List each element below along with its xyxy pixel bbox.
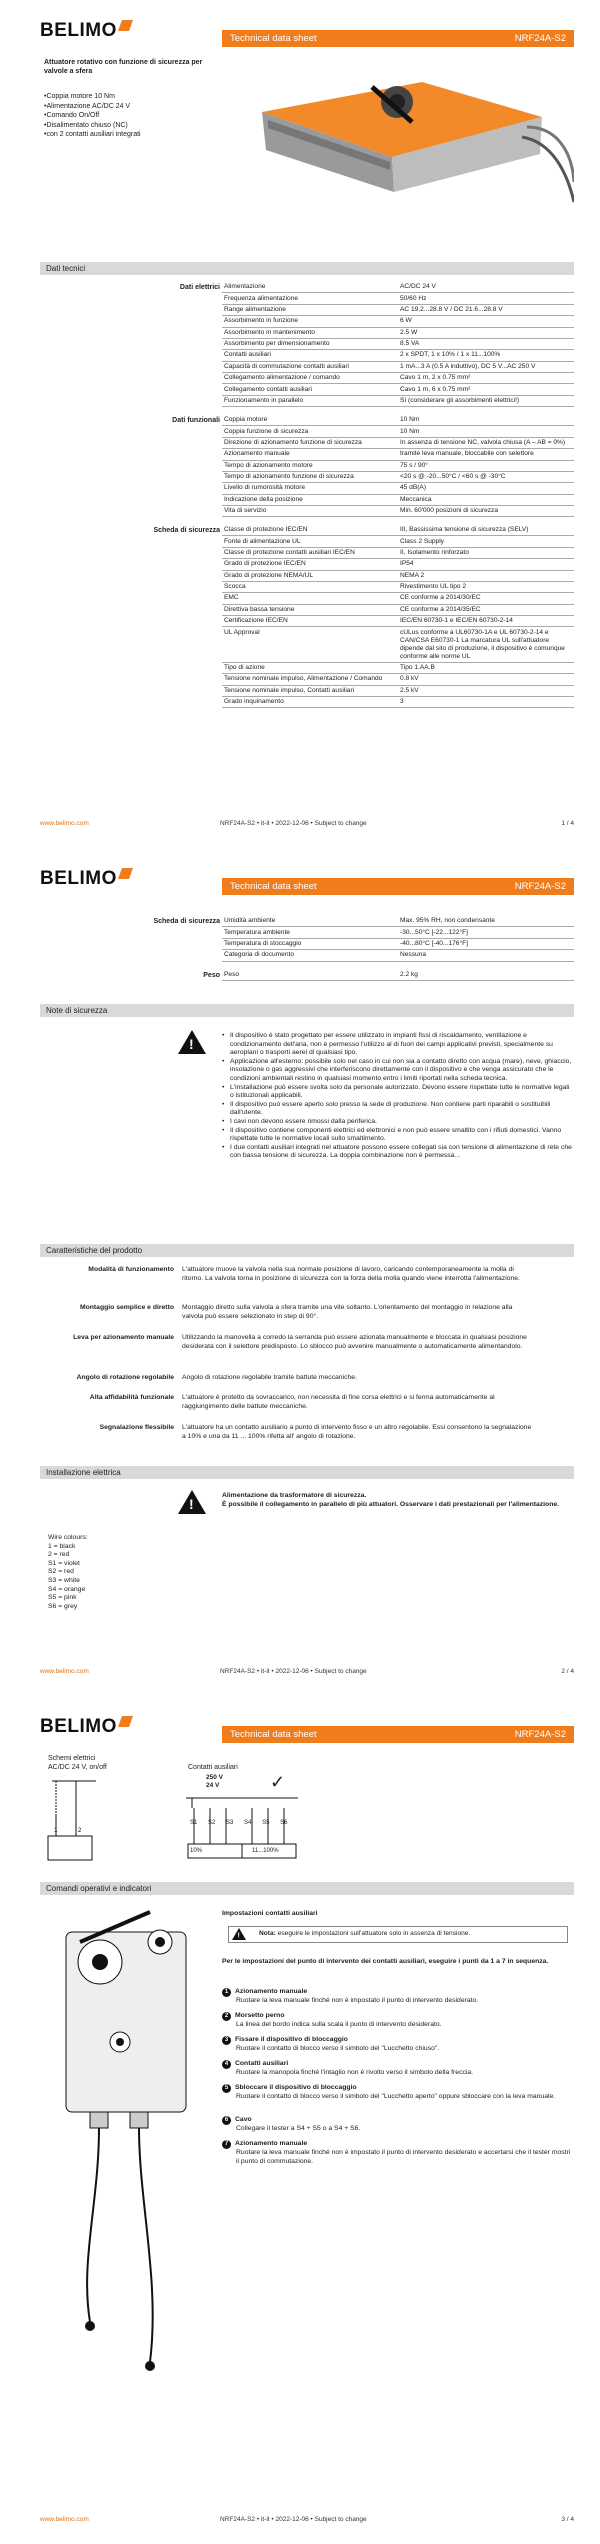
spec-value: 2.5 W [398,327,574,338]
feature-item: • con 2 contatti ausiliari integrati [44,130,141,140]
spec-row [222,384,574,395]
wiring-diagram-power [44,1776,104,1866]
aux-label-2: 11...100% [252,1848,279,1854]
spec-value: 3 [398,696,574,707]
footer-text: NRF24A-S2 • it-it • 2022-12-06 • Subject to change [220,820,367,827]
page-3 [0,1696,600,2544]
spec-key: Classe di protezione contatti ausiliari IEC/EN [222,547,398,558]
feature-value: L'attuatore ha un contatto ausiliario a punto di intervento fisso e un altro regolabile. Essi consentono la segnalazione a 10% e una da 11 ... 100% rifetta all' angolo di rotazione. [182,1424,532,1440]
ops-step: 4 Contatti ausiliari Ruotare la manopola finché l'intaglio non è rivolto verso il simbolo della freccia. [222,2060,574,2078]
group-label: Dati funzionali [172,417,220,424]
spec-key: Grado di protezione IEC/EN [222,559,398,570]
spec-row [222,494,574,505]
page-2 [0,848,600,1696]
spec-row [222,547,574,558]
checkmark-icon: ✓ [270,1772,286,1792]
spec-row [222,373,574,384]
spec-value: Cavo 1 m, 6 x 0.75 mm² [398,384,574,395]
spec-row [222,950,574,961]
spec-key: Coppia funzione di sicurezza [222,426,398,437]
spec-key: Collegamento contatti ausiliari [222,384,398,395]
page-number: 1 / 4 [561,820,574,827]
spec-key: Assorbimento per dimensionamento [222,338,398,349]
spec-value: 50/60 Hz [398,293,574,304]
footer-text: NRF24A-S2 • it-it • 2022-12-06 • Subject to change [220,2516,367,2523]
spec-value: -40...80°C [-40...176°F] [398,938,574,949]
feature-value: L'attuatore muove la valvola nella sua normale posizione di lavoro, caricando contemporaneamente la molla di ritorno. La valvola torna in posizione di sicurezza con la forza della molla quando viene interrotta l'alimentazione. [182,1266,520,1282]
aux-title: Contatti ausiliari [188,1764,238,1771]
spec-value: Nessuna [398,950,574,961]
spec-value: In assenza di tensione NC, valvola chiusa (A – AB = 0%) [398,437,574,448]
spec-value: CE conforme a 2014/35/EC [398,604,574,615]
ops-note [228,1926,568,1943]
spec-value: 45 dB(A) [398,483,574,494]
note-text: eseguire le impostazioni sull'attuatore solo in assenza di tensione. [277,1930,471,1937]
spec-key: Capacità di commutazione contatti ausiliari [222,361,398,372]
doc-model: NRF24A-S2 [514,881,566,892]
ops-intro: Per le impostazioni del punto di intervento dei contatti ausiliari, eseguire i punti da 1 a 7 in sequenza. [222,1958,549,1965]
feature-key: Angolo di rotazione regolabile [76,1374,174,1381]
spec-row [222,536,574,547]
spec-row [222,437,574,448]
feature-value: Montaggio diretto sulla valvola a sfera tramite una vite soltanto. L'orientamento del montaggio in relazione alla valvola può essere selezionato in step di 90°. [182,1304,513,1320]
page-1 [0,0,600,848]
spec-value: AC 19.2...28.8 V / DC 21.6...28.8 V [398,304,574,315]
spec-value: 1 mA...3 A (0.5 A induttivo), DC 5 V...AC 250 V [398,361,574,372]
spec-row [222,415,574,426]
feature-item: • Alimentazione AC/DC 24 V [44,102,141,112]
group-label: Scheda di sicurezza [153,918,220,925]
feature-key: Montaggio semplice e diretto [79,1304,174,1311]
spec-row [222,559,574,570]
spec-row [222,581,574,592]
spec-value: IEC/EN 60730-1 e IEC/EN 60730-2-14 [398,616,574,627]
spec-key: Funzionamento in parallelo [222,395,398,406]
section-header-product: Caratteristiche del prodotto [40,1244,574,1257]
safety-item: • I due contatti ausiliari integrati nel attuatore possono essere collegati sia con tensione di alimentazione di rete che con bassa tensione di sicurezza. La doppia combinazione non è permessa... [222,1144,574,1161]
spec-value: Sì (considerare gli assorbimenti elettrici!) [398,395,574,406]
footer-text: NRF24A-S2 • it-it • 2022-12-06 • Subject to change [220,1668,367,1675]
section-header-safety: Note di sicurezza [40,1004,574,1017]
wire-item: S6 = grey [48,1602,78,1610]
wire-item: S5 = pink [48,1594,77,1602]
feature-key: Segnalazione flessibile [99,1424,174,1431]
spec-key: Direttiva bassa tensione [222,604,398,615]
svg-text:2: 2 [78,1828,82,1834]
spec-key: Direzione di azionamento funzione di sicurezza [222,437,398,448]
spec-row [222,338,574,349]
ops-step: 5 Sbloccare il dispositivo di bloccaggio Ruotare il contatto di blocco verso il simbolo del "Lucchetto aperto" oppure sbloccare con la leva manuale. [222,2084,574,2102]
spec-row [222,282,574,293]
feature-value: Angolo di rotazione regolabile tramite battute meccaniche. [182,1374,357,1381]
note-warning-icon [232,1928,246,1940]
spec-key: Frequenza alimentazione [222,293,398,304]
spec-row [222,483,574,494]
doc-title: Technical data sheet [230,33,317,44]
warning-icon [178,1490,206,1514]
spec-row [222,460,574,471]
spec-row [222,916,574,927]
spec-row [222,662,574,673]
brand-logo: BELIMO [40,1716,131,1738]
spec-value: Meccanica [398,494,574,505]
doc-model: NRF24A-S2 [514,1729,566,1740]
wire-item: 2 = red [48,1551,70,1559]
spec-row [222,970,574,981]
spec-value: 2 x SPDT, 1 x 10% / 1 x 11...100% [398,350,574,361]
note-label: Nota: [259,1930,276,1937]
feature-key: Leva per azionamento manuale [73,1334,174,1341]
aux-voltage-1: 250 V [206,1774,223,1781]
spec-row [222,570,574,581]
spec-row [222,449,574,460]
svg-text:1: 1 [54,1828,58,1834]
spec-row [222,525,574,536]
brand-logo: BELIMO [40,20,131,42]
spec-key: Tempo di azionamento motore [222,460,398,471]
spec-key: Livello di rumorosità motore [222,483,398,494]
install-warning [222,1492,574,1509]
spec-row [222,627,574,662]
spec-value: 10 Nm [398,426,574,437]
aux-voltage-2: 24 V [206,1782,220,1789]
spec-row [222,293,574,304]
spec-value: 6 W [398,316,574,327]
section-header-tech: Dati tecnici [40,262,574,275]
spec-key: Assorbimento in funzione [222,316,398,327]
ops-step: 6 Cavo Collegare il tester a S4 + S5 o a S4 + S6. [222,2116,574,2134]
spec-key: Azionamento manuale [222,449,398,460]
spec-key: Collegamento alimentazione / comando [222,373,398,384]
page-number: 2 / 4 [561,1668,574,1675]
section-header-install: Installazione elettrica [40,1466,574,1479]
spec-value: 2.5 kV [398,685,574,696]
safety-item: • L'installazione può essere svolta solo da personale autorizzato. Devono essere rispettate tutte le normative legali o istituzionali applicabili. [222,1084,574,1101]
feature-key: Alta affidabilità funzionale [89,1394,174,1401]
spec-row [222,593,574,604]
spec-row [222,604,574,615]
spec-key: Umidità ambiente [222,916,398,927]
aux-label-1: 10% [190,1848,203,1854]
page-number: 3 / 4 [561,2516,574,2523]
doc-title: Technical data sheet [230,881,317,892]
spec-table [222,415,574,517]
wire-item: S1 = violet [48,1559,80,1567]
spec-value: <20 s @ -20...50°C / <60 s @ -30°C [398,471,574,482]
spec-row [222,927,574,938]
safety-notes [222,1032,574,1161]
wiring-subtitle: AC/DC 24 V, on/off [48,1764,107,1771]
spec-key: Range alimentazione [222,304,398,315]
spec-value: Class 2 Supply [398,536,574,547]
wire-item: S3 = white [48,1576,80,1584]
wire-item: S2 = red [48,1568,74,1576]
spec-key: Categoria di documento [222,950,398,961]
spec-value: Tipo 1.AA.B [398,662,574,673]
logo-flame-icon [118,20,133,31]
spec-value: II, Isolamento rinforzato [398,547,574,558]
spec-key: Assorbimento in mantenimento [222,327,398,338]
spec-key: Certificazione IEC/EN [222,616,398,627]
spec-row [222,304,574,315]
title-bar [222,878,574,895]
spec-key: Tensione nominale impulso, Alimentazione / Comando [222,674,398,685]
spec-key: UL Approval [222,627,398,662]
feature-list [44,92,141,140]
spec-key: Temperatura ambiente [222,927,398,938]
spec-key: Grado di protezione NEMA/UL [222,570,398,581]
spec-value: NEMA 2 [398,570,574,581]
spec-row [222,506,574,517]
group-label: Scheda di sicurezza [153,527,220,534]
spec-key: Peso [222,970,398,981]
safety-item: • I cavi non devono essere rimossi dalla periferica. [222,1118,574,1127]
feature-value: Utilizzando la manovella a corredo la serranda può essere azionata manualmente e bloccata in qualsiasi posizione desiderata con il selettore predisposto. Lo sblocco può avvenire manualmente o automaticamente alimentandolo. [182,1334,527,1350]
spec-key: Contatti ausiliari [222,350,398,361]
wiring-heading [48,1754,107,1772]
ops-step: 1 Azionamento manuale Ruotare la leva manuale finché non è impostato il punto di intervento desiderato. [222,1988,574,2006]
spec-row [222,316,574,327]
spec-table [222,525,574,708]
spec-value: 75 s / 90° [398,460,574,471]
spec-value: -30...50°C [-22...122°F] [398,927,574,938]
group-label: Dati elettrici [179,284,220,291]
doc-model: NRF24A-S2 [514,33,566,44]
safety-item: • Il dispositivo contiene componenti elettrici ed elettronici e non può essere smaltito con i rifiuti domestici. Vanno rispettate tutte le normative locali sullo smaltimento. [222,1127,574,1144]
spec-key: Fonte di alimentazione UL [222,536,398,547]
feature-item: • Comando On/Off [44,111,141,121]
warning-icon [178,1030,206,1054]
spec-value: Min. 60'000 posizioni di sicurezza [398,506,574,517]
spec-table [222,916,574,962]
spec-key: Tempo di azionamento funzione di sicurezza [222,471,398,482]
product-photo [222,42,574,210]
spec-table [222,970,574,981]
spec-key: Classe di protezione IEC/EN [222,525,398,536]
spec-key: Scocca [222,581,398,592]
feature-key: Modalità di funzionamento [88,1266,174,1273]
spec-value: IP54 [398,559,574,570]
website-link[interactable]: www.belimo.com [40,1668,89,1675]
spec-value: 10 Nm [398,415,574,426]
ops-step: 3 Fissare il dispositivo di bloccaggio Ruotare il contatto di blocco verso il simbolo del "Lucchetto chiuso". [222,2036,574,2054]
feature-item: • Disalimentato chiuso (NC) [44,121,141,131]
spec-value: cULus conforme a UL60730-1A e UL 60730-2-14 e CAN/CSA E60730-1 La marcatura UL sull'attuatore dipende dal sito di produzione, il dispositivo è comunque conforme alle norme UL [398,627,574,662]
website-link[interactable]: www.belimo.com [40,2516,89,2523]
spec-value: Rivestimento UL tipo 2 [398,581,574,592]
spec-value: Cavo 1 m, 2 x 0.75 mm² [398,373,574,384]
feature-value: L'attuatore è protetto da sovraccarico, non necessita di fine corsa elettrici e si ferma automaticamente al raggiungimento delle battute meccaniche. [182,1394,495,1410]
spec-key: Grado inquinamento [222,696,398,707]
spec-row [222,395,574,406]
website-link[interactable]: www.belimo.com [40,820,89,827]
feature-item: • Coppia motore 10 Nm [44,92,141,102]
spec-value: III, Bassissima tensione di sicurezza (SELV) [398,525,574,536]
spec-value: tramite leva manuale, bloccabile con selettore [398,449,574,460]
spec-value: 8.5 VA [398,338,574,349]
spec-row [222,674,574,685]
spec-row [222,685,574,696]
actuator-illustration [60,1902,210,2442]
spec-row [222,471,574,482]
ops-title: Impostazioni contatti ausiliari [222,1910,318,1917]
logo-flame-icon [118,868,133,879]
ops-step: 2 Morsetto perno La linea del bordo indica sulla scala il punto di intervento desiderato. [222,2012,574,2030]
spec-key: Temperatura di stoccaggio [222,938,398,949]
spec-row [222,938,574,949]
install-warning-2: È possibile il collegamento in parallelo di più attuatori. Osservare i dati prestazionali per l'alimentazione. [222,1500,560,1508]
logo-flame-icon [118,1716,133,1727]
title-bar [222,1726,574,1743]
spec-key: Coppia motore [222,415,398,426]
spec-value: AC/DC 24 V [398,282,574,293]
spec-key: Alimentazione [222,282,398,293]
spec-table [222,282,574,407]
section-header-ops: Comandi operativi e indicatori [40,1882,574,1895]
install-warning-1: Alimentazione da trasformatore di sicurezza. [222,1492,367,1499]
product-subtitle: Attuatore rotativo con funzione di sicurezza per valvole a sfera [44,59,203,75]
spec-key: Tensione nominale impulso, Contatti ausiliari [222,685,398,696]
spec-key: EMC [222,593,398,604]
spec-row [222,327,574,338]
wire-item: 1 = black [48,1542,76,1550]
group-label: Peso [203,972,220,979]
aux-terminals: S1 S2 S3 S4 S5 S6 [190,1820,288,1826]
safety-item: • Applicazione all'esterno: possibile solo nel caso in cui non sia a contatto diretto con acqua (mare), neve, ghiaccio, insolazione o gas aggressivi che interferiscono direttamente con il dispositivo e che venga assicurato che le condizioni ambientali restino in qualsiasi momento entro i limiti riportati nella scheda tecnica. [222,1058,574,1084]
spec-row [222,361,574,372]
spec-value: CE conforme a 2014/30/EC [398,593,574,604]
spec-key: Vita di servizio [222,506,398,517]
spec-value: 0.8 kV [398,674,574,685]
wire-item: S4 = orange [48,1585,86,1593]
spec-value: Max. 95% RH, non condensante [398,916,574,927]
spec-row [222,696,574,707]
wiring-title: Schemi elettrici [48,1755,96,1762]
wire-title: Wire colours: [48,1534,88,1541]
spec-row [222,426,574,437]
ops-step: 7 Azionamento manuale Ruotare la leva manuale finché non è impostato il punto di intervento desiderato e accertarsi che il tester mostri il punto di commutazione. [222,2140,574,2166]
spec-key: Indicazione della posizione [222,494,398,505]
spec-value: 2.2 kg [398,970,574,981]
spec-row [222,350,574,361]
wire-colours [48,1534,88,1611]
spec-key: Tipo di azione [222,662,398,673]
brand-logo: BELIMO [40,868,131,890]
safety-item: • Il dispositivo è stato progettato per essere utilizzato in impianti fissi di riscaldamento, ventilazione e condizionamento dell'aria, non è permesso l'utilizzo al di fuori dei campi applicativi previsti, specialmente su aeroplani o trasporti aerei di qualsiasi tipo. [222,1032,574,1058]
spec-row [222,616,574,627]
doc-title: Technical data sheet [230,1729,317,1740]
safety-item: • Il dispositivo può essere aperto solo presso la sede di produzione. Non contiene parti riparabili o sostituibili dall'utente. [222,1101,574,1118]
